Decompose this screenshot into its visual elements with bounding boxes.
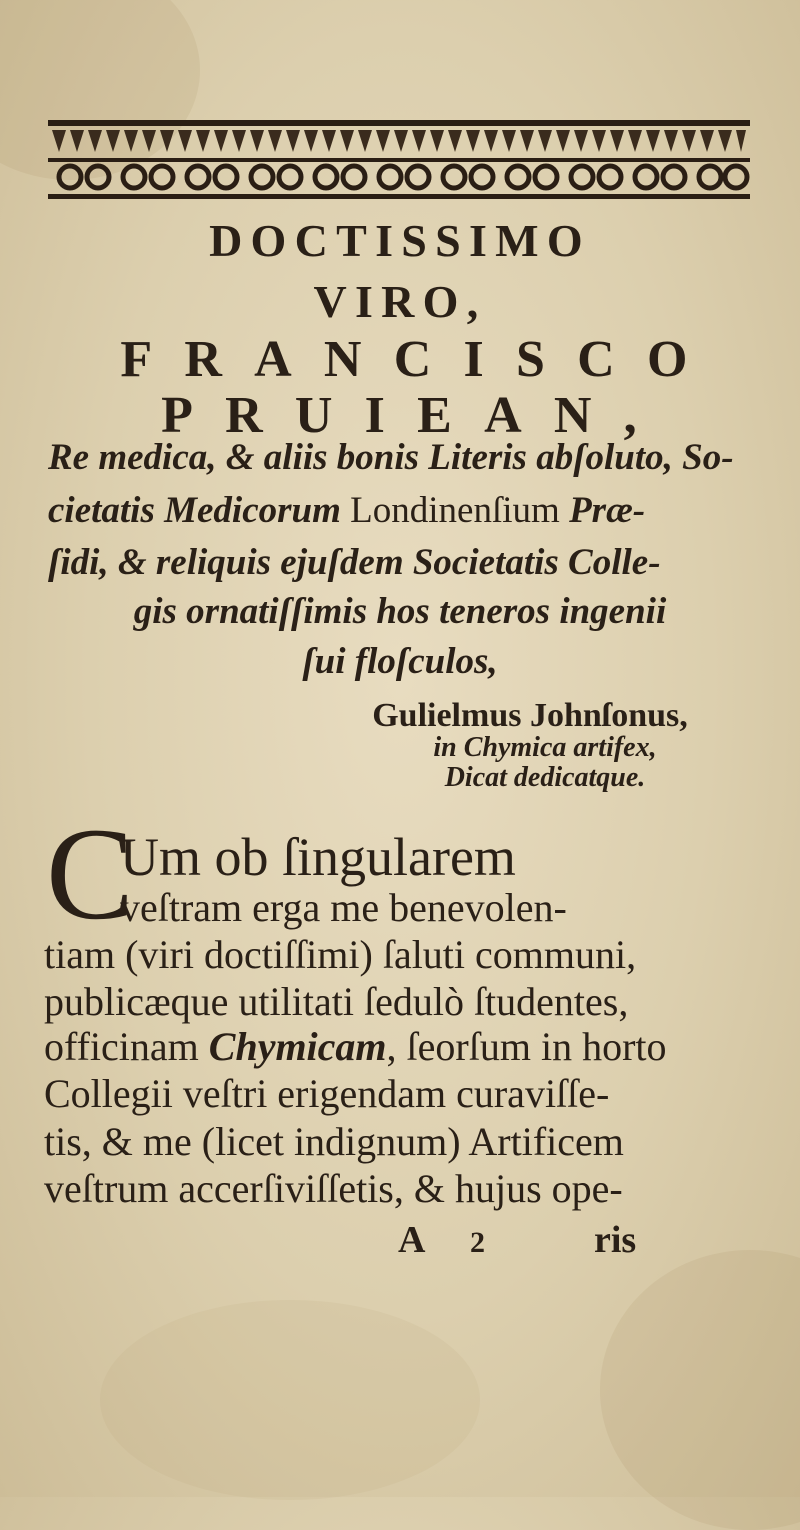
- signature-number: 2: [470, 1226, 485, 1259]
- paper-stain: [100, 1300, 480, 1500]
- heading-line-2: VIRO,: [313, 276, 487, 327]
- body-italic: Chymicam: [208, 1024, 387, 1069]
- signature-mark: A: [398, 1219, 426, 1261]
- dedication-line-3: ſidi, & reliquis ejuſdem Societatis Colle-: [48, 542, 661, 583]
- catchword: ris: [594, 1219, 637, 1261]
- body-line-7: tis, & me (licet indignum) Artificem: [44, 1119, 624, 1164]
- heading-line-3: FRANCISCO: [120, 331, 720, 388]
- drop-cap: C: [46, 800, 135, 947]
- body-line-3: tiam (viri doctiſſimi) ſaluti communi,: [44, 932, 637, 977]
- headpiece-ornament: [48, 118, 750, 200]
- body-line-5: [44, 1023, 760, 1070]
- dedication-italic: Præ-: [559, 490, 646, 531]
- body-line-2: veſtram erga me benevolen-: [120, 885, 567, 930]
- dedication-italic: cietatis Medicorum: [48, 490, 351, 531]
- body-line-1: Um ob ſingularem: [120, 827, 516, 887]
- dedication-line-2: [48, 489, 752, 532]
- body-text: , ſeorſum in horto: [386, 1024, 667, 1069]
- dedication-line-1: Re medica, & aliis bonis Literis abſoluto, So-: [48, 437, 734, 478]
- body-line-4: publicæque utilitati ſedulò ſtudentes,: [44, 979, 629, 1024]
- dedication-roman: Londinenſium: [350, 490, 560, 531]
- body-line-6: Collegii veſtri erigendam curaviſſe-: [44, 1071, 610, 1116]
- signature-name: Gulielmus Johnſonus,: [372, 697, 688, 734]
- body-text: officinam: [44, 1024, 209, 1069]
- dedication-line-4: gis ornatiſſimis hos teneros ingenii: [133, 591, 667, 632]
- dedication-line-5: ſui floſculos,: [302, 641, 498, 682]
- signature-dedicat: Dicat dedicatque.: [444, 762, 646, 793]
- body-line-8: veſtrum accerſiviſſetis, & hujus ope-: [44, 1166, 623, 1211]
- signature-role: in Chymica artifex,: [433, 732, 657, 763]
- heading-line-4: PRUIEAN,: [161, 387, 669, 444]
- paper-stain: [600, 1250, 800, 1530]
- heading-line-1: DOCTISSIMO: [209, 215, 591, 266]
